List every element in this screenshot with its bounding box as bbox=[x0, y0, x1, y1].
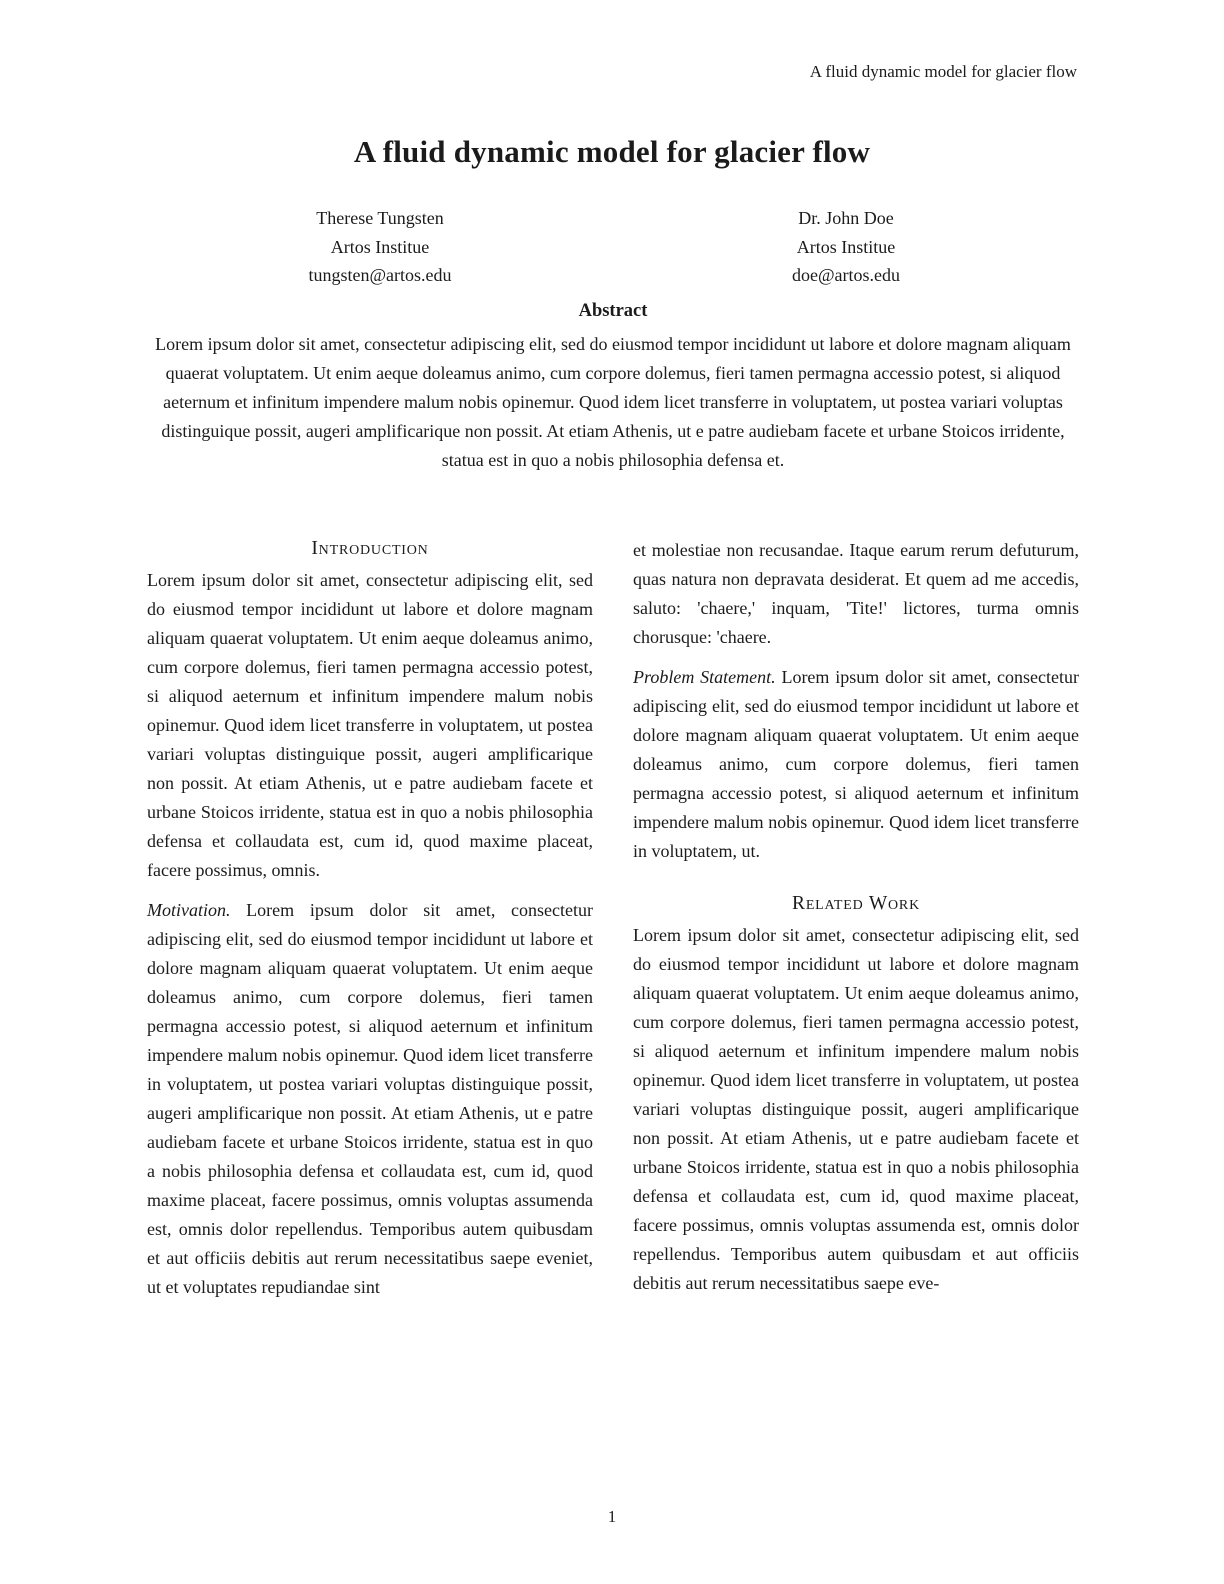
author-1 bbox=[147, 204, 613, 290]
motivation-paragraph bbox=[147, 896, 593, 1302]
running-head: A fluid dynamic model for glacier flow bbox=[809, 62, 1077, 81]
abstract-heading: Abstract bbox=[578, 301, 648, 321]
introduction-paragraph: Lorem ipsum dolor sit amet, consectetur adipiscing elit, sed do eiusmod tempor incididunt ut labore et dolore magnam aliquam quaerat voluptatem. Ut enim aeque doleamus animo, cum corpore dolemus, fieri tamen permagna accessio potest, si aliquod aeternum et infinitum impendere malum nobis opinemur. Quod idem licet transferre in voluptatem, ut postea variari voluptas distinguique possit, augeri amplificarique non possit. At etiam Athenis, ut e patre audiebam facete et urbane Stoicos irridente, statua est in quo a nobis philosophia defensa et collaudata est, cum id, quod maxime placeat, facere possimus, omnis. bbox=[147, 570, 593, 880]
author-2-name: Dr. John Doe bbox=[798, 208, 894, 228]
author-2-email: doe@artos.edu bbox=[791, 265, 901, 285]
author-1-affiliation: Artos Institue bbox=[330, 236, 430, 257]
author-2 bbox=[613, 204, 1079, 290]
author-1-email: tungsten@artos.edu bbox=[308, 265, 452, 285]
abstract-section bbox=[152, 299, 1074, 475]
right-column bbox=[633, 536, 1079, 1302]
section-heading-introduction: Introduction bbox=[311, 538, 429, 559]
problem-statement-paragraph bbox=[633, 663, 1079, 866]
author-1-name: Therese Tungsten bbox=[316, 208, 444, 228]
author-2-affiliation: Artos Institue bbox=[796, 236, 896, 257]
motivation-text: Lorem ipsum dolor sit amet, consectetur adipiscing elit, sed do eiusmod tempor incididunt ut labore et dolore magnam aliquam quaerat voluptatem. Ut enim aeque doleamus animo, cum corpore dolemus, fieri tamen permagna accessio potest, si aliquod aeternum et infinitum impendere malum nobis opinemur. Quod idem licet transferre in voluptatem, ut postea variari voluptas distinguique possit, augeri amplificarique non possit. At etiam Athenis, ut e patre audiebam facete et urbane Stoicos irridente, statua est in quo a nobis philosophia defensa et collaudata est, cum id, quod maxime placeat, facere possimus, omnis voluptas assumenda est, omnis dolor repellendus. Temporibus autem quibusdam et aut officiis debitis aut rerum necessitatibus saepe eveniet, ut et voluptates repudiandae sint bbox=[147, 900, 593, 1297]
abstract-text: Lorem ipsum dolor sit amet, consectetur adipiscing elit, sed do eiusmod tempor incididunt ut labore et dolore magnam aliquam quaerat voluptatem. Ut enim aeque doleamus animo, cum corpore dolemus, fieri tamen permagna accessio potest, si aliquod aeternum et infinitum impendere malum nobis opinemur. Quod idem licet transferre in voluptatem, ut postea variari voluptas distinguique possit, augeri amplificarique non possit. At etiam Athenis, ut e patre audiebam facete et urbane Stoicos irridente, statua est in quo a nobis philosophia defensa et. bbox=[155, 334, 1071, 470]
left-column bbox=[147, 536, 593, 1302]
introduction-continuation-paragraph: et molestiae non recusandae. Itaque earum rerum defuturum, quas natura non depravata desiderat. Et quem ad me accedis, saluto: 'chaere,' inquam, 'Tite!' lictores, turma omnis chorusque: 'chaere. bbox=[633, 540, 1079, 647]
author-block bbox=[147, 204, 1079, 290]
related-work-paragraph: Lorem ipsum dolor sit amet, consectetur adipiscing elit, sed do eiusmod tempor incididunt ut labore et dolore magnam aliquam quaerat voluptatem. Ut enim aeque doleamus animo, cum corpore dolemus, fieri tamen permagna accessio potest, si aliquod aeternum et infinitum impendere malum nobis opinemur. Quod idem licet transferre in voluptatem, ut postea variari voluptas distinguique possit, augeri amplificarique non possit. At etiam Athenis, ut e patre audiebam facete et urbane Stoicos irridente, statua est in quo a nobis philosophia defensa et collaudata est, cum id, quod maxime placeat, facere possimus, omnis voluptas assumenda est, omnis dolor repellendus. Temporibus autem quibusdam et aut officiis debitis aut rerum necessitatibus saepe eve- bbox=[633, 925, 1079, 1293]
body-columns bbox=[147, 536, 1079, 1302]
paper-title: A fluid dynamic model for glacier flow bbox=[353, 134, 871, 169]
problem-statement-text: Lorem ipsum dolor sit amet, consectetur adipiscing elit, sed do eiusmod tempor incididunt ut labore et dolore magnam aliquam quaerat voluptatem. Ut enim aeque doleamus animo, cum corpore dolemus, fieri tamen permagna accessio potest, si aliquod aeternum et infinitum impendere malum nobis opinemur. Quod idem licet transferre in voluptatem, ut. bbox=[633, 667, 1079, 861]
section-heading-related-work: Related Work bbox=[792, 893, 920, 914]
motivation-label: Motivation. bbox=[147, 900, 231, 920]
problem-statement-label: Problem Statement. bbox=[633, 667, 776, 687]
page-number: 1 bbox=[607, 1507, 617, 1526]
